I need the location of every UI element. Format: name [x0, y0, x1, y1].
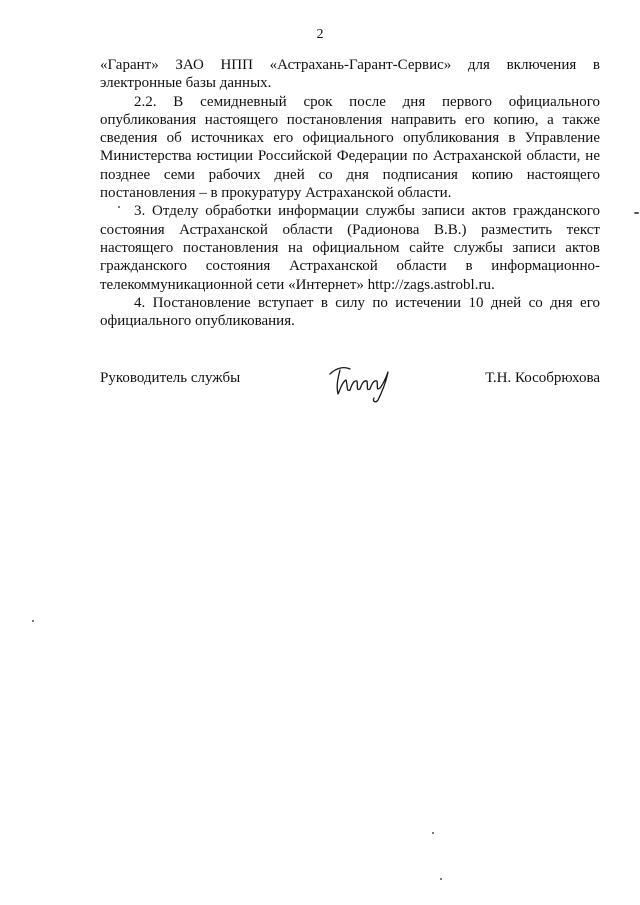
- paragraph-2-2: 2.2. В семидневный срок после дня первого официального опубликования настоящего постановления направить его копию, а также сведения об источниках его официального опубликования в Управление Министерства юстиции Российской Федерации по Астраханской области, не позднее семи рабочих дней со дня подписания копию настоящего постановления – в прокуратуру Астраханской области.: [100, 93, 600, 202]
- signature-block: [100, 364, 600, 414]
- document-body: [100, 56, 600, 330]
- scan-speck: [32, 620, 34, 622]
- scan-speck: [440, 878, 442, 880]
- signer-name: Т.Н. Кособрюхова: [485, 370, 600, 386]
- paragraph-continuation: «Гарант» ЗАО НПП «Астрахань-Гарант-Сервис» для включения в электронные базы данных.: [100, 57, 600, 92]
- scan-speck: [118, 206, 120, 208]
- paragraph-4: 4. Постановление вступает в силу по истечении 10 дней со дня его официального опубликования.: [100, 294, 600, 330]
- paragraph-3: 3. Отделу обработки информации службы записи актов гражданского состояния Астраханской области (Радионова В.В.) разместить текст настоящего постановления на официальном сайте службы записи актов гражданского состояния Астраханской области в информационно-телекоммуникационной сети «Интернет» http://zags.astrobl.ru.: [100, 203, 600, 293]
- scan-speck: [432, 832, 434, 834]
- page-number: 2: [316, 27, 324, 42]
- handwritten-signature: [326, 360, 392, 406]
- scan-speck: [634, 212, 639, 214]
- signer-position: Руководитель службы: [100, 370, 241, 386]
